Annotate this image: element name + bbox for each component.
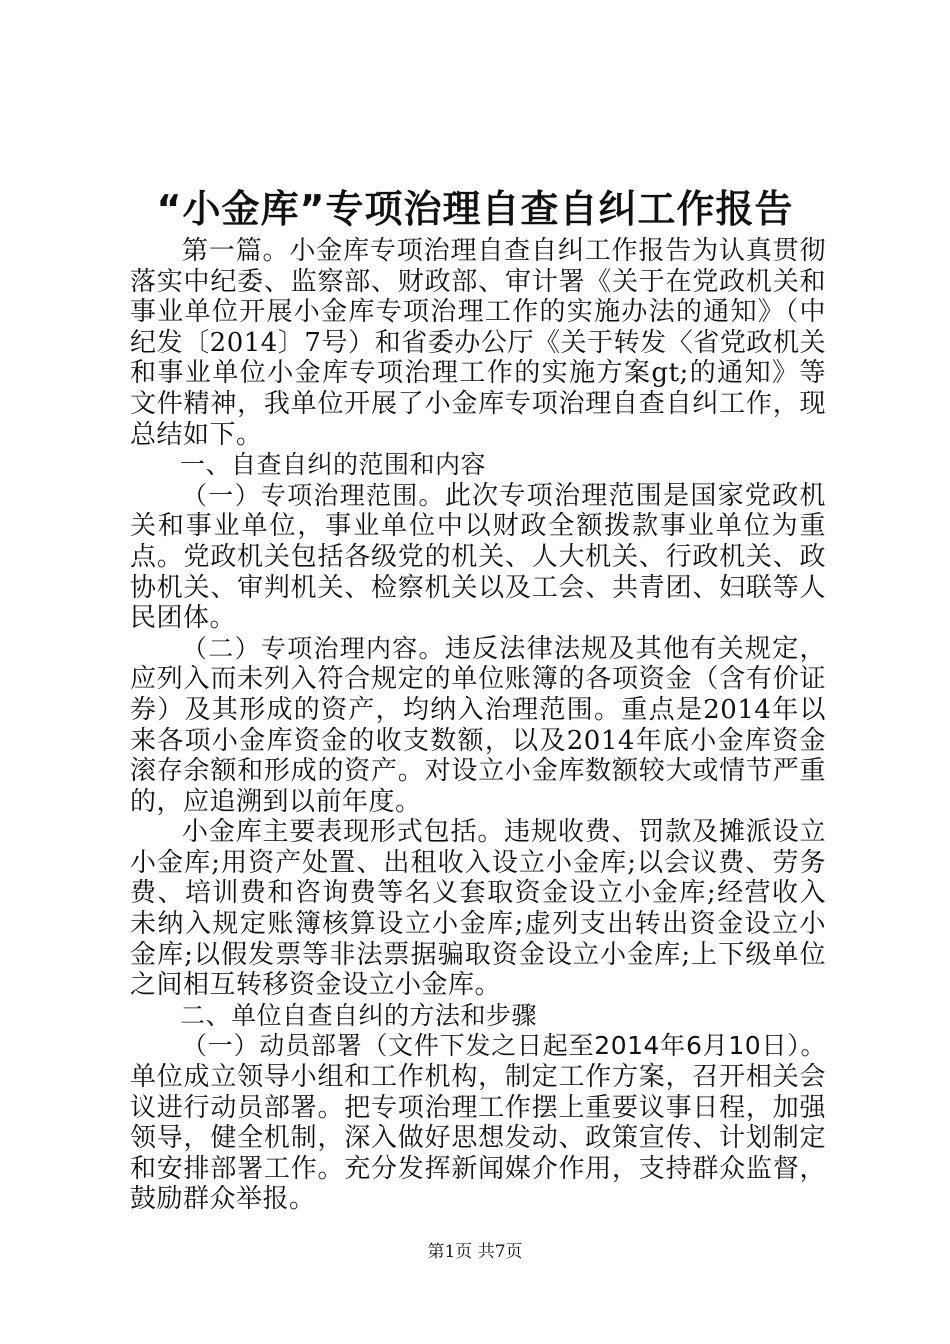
paragraph-mobilization-text: 单位成立领导小组和工作机构，制定工作方案，召开相关会议进行动员部署。把专项治理工作摆上重要议事日程，加强领导，健全机制，深入做好思想发动、政策宣传、计划制定和安排部署工作。充分发挥新闻媒介作用，支持群众监督，鼓励群众举报。 <box>130 1062 826 1215</box>
intro-paragraph: 第一篇。小金库专项治理自查自纠工作报告为认真贯彻落实中纪委、监察部、财政部、审计署《关于在党政机关和事业单位开展小金库专项治理工作的实施办法的通知》（中纪发〔2014〕7号）和省委办公厅《关于转发〈省党政机关和事业单位小金库专项治理工作的实施方案gt;的通知》等文件精神，我单位开展了小金库专项治理自查自纠工作，现总结如下。 <box>130 236 826 450</box>
paragraph-mobilization <box>130 1031 826 1215</box>
paragraph-scope-lead: （一）专项治理范围。 <box>182 480 445 510</box>
paragraph-scope <box>130 481 826 634</box>
document-body <box>130 236 826 1215</box>
paragraph-mobilization-lead: （一）动员部署（文件下发之日起至2014年6月10日）。 <box>182 1031 826 1061</box>
paragraph-forms: 小金库主要表现形式包括。违规收费、罚款及摊派设立小金库;用资产处置、出租收入设立小金库;以会议费、劳务费、培训费和咨询费等名义套取资金设立小金库;经营收入未纳入规定账簿核算设立小金库;虚列支出转出资金设立小金库;以假发票等非法票据骗取资金设立小金库;上下级单位之间相互转移资金设立小金库。 <box>130 817 826 1001</box>
section-heading-2: 二、单位自查自纠的方法和步骤 <box>180 1000 538 1030</box>
paragraph-scope-text: 此次专项治理范围是国家党政机关和事业单位，事业单位中以财政全额拨款事业单位为重点。党政机关包括各级党的机关、人大机关、行政机关、政协机关、审判机关、检察机关以及工会、共青团、妇联等人民团体。 <box>130 480 826 634</box>
document-title: “小金库”专项治理自查自纠工作报告 <box>156 187 794 231</box>
section-heading-1: 一、自查自纠的范围和内容 <box>180 450 487 480</box>
paragraph-content <box>130 634 826 818</box>
paragraph-content-text: 违反法律法规及其他有关规定，应列入而未列入符合规定的单位账簿的各项资金（含有价证券）及其形成的资产，均纳入治理范围。重点是2014年以来各项小金库资金的收支数额，以及2014年底小金库资金滚存余额和形成的资产。对设立小金库数额较大或情节严重的，应追溯到以前年度。 <box>130 633 826 817</box>
paragraph-content-lead: （二）专项治理内容。 <box>182 633 445 663</box>
page-footer: 第1页 共7页 <box>427 1242 523 1262</box>
